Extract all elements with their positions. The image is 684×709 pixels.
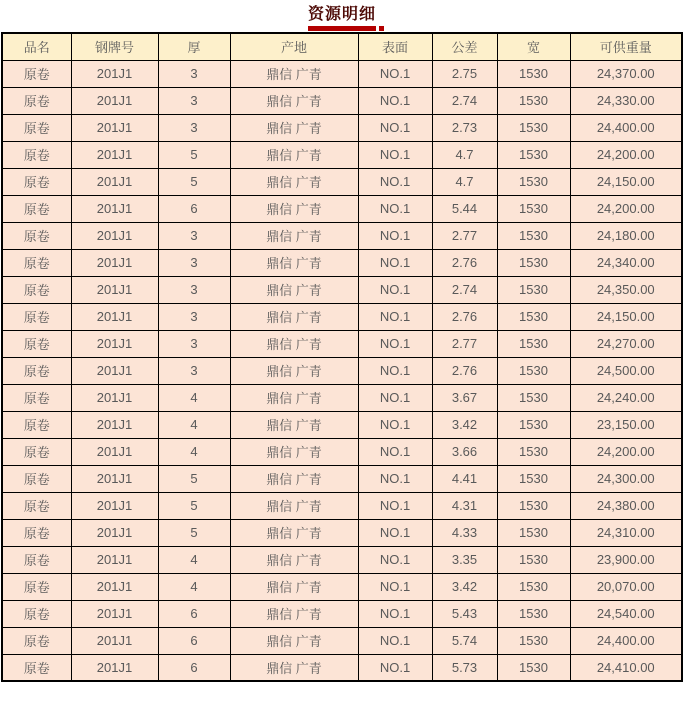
cell-chandi: 鼎信 广青	[230, 168, 358, 195]
cell-kuan: 1530	[497, 195, 570, 222]
cell-chandi: 鼎信 广青	[230, 195, 358, 222]
cell-gangpaihao: 201J1	[71, 465, 158, 492]
cell-gongcha: 3.66	[432, 438, 497, 465]
cell-gangpaihao: 201J1	[71, 330, 158, 357]
cell-pinming: 原卷	[2, 600, 71, 627]
cell-kuan: 1530	[497, 330, 570, 357]
cell-biaomian: NO.1	[358, 465, 432, 492]
cell-kegongzhongliang: 24,370.00	[570, 60, 682, 87]
cell-hou: 4	[158, 546, 230, 573]
cell-biaomian: NO.1	[358, 303, 432, 330]
cell-gangpaihao: 201J1	[71, 573, 158, 600]
table-row	[2, 654, 682, 681]
column-header-hou: 厚	[158, 33, 230, 60]
table-row	[2, 438, 682, 465]
cell-chandi: 鼎信 广青	[230, 411, 358, 438]
cell-gangpaihao: 201J1	[71, 492, 158, 519]
cell-kegongzhongliang: 24,350.00	[570, 276, 682, 303]
cell-kuan: 1530	[497, 276, 570, 303]
cell-gangpaihao: 201J1	[71, 276, 158, 303]
cell-pinming: 原卷	[2, 384, 71, 411]
column-header-gongcha: 公差	[432, 33, 497, 60]
cell-pinming: 原卷	[2, 627, 71, 654]
table-row	[2, 87, 682, 114]
cell-pinming: 原卷	[2, 438, 71, 465]
cell-biaomian: NO.1	[358, 357, 432, 384]
cell-hou: 4	[158, 573, 230, 600]
cell-hou: 6	[158, 654, 230, 681]
cell-chandi: 鼎信 广青	[230, 546, 358, 573]
cell-gongcha: 2.75	[432, 60, 497, 87]
table-row	[2, 627, 682, 654]
cell-hou: 3	[158, 87, 230, 114]
cell-gongcha: 3.67	[432, 384, 497, 411]
cell-gongcha: 2.76	[432, 357, 497, 384]
cell-gongcha: 4.7	[432, 141, 497, 168]
table-row	[2, 303, 682, 330]
table-row	[2, 249, 682, 276]
cell-kuan: 1530	[497, 600, 570, 627]
cell-pinming: 原卷	[2, 330, 71, 357]
cell-gongcha: 3.35	[432, 546, 497, 573]
cell-gangpaihao: 201J1	[71, 87, 158, 114]
cell-hou: 3	[158, 222, 230, 249]
page-title: 资源明细	[307, 6, 376, 23]
cell-chandi: 鼎信 广青	[230, 222, 358, 249]
cell-gangpaihao: 201J1	[71, 411, 158, 438]
table-row	[2, 141, 682, 168]
cell-kuan: 1530	[497, 357, 570, 384]
cell-gongcha: 2.73	[432, 114, 497, 141]
cell-gongcha: 4.7	[432, 168, 497, 195]
cell-pinming: 原卷	[2, 249, 71, 276]
cell-chandi: 鼎信 广青	[230, 492, 358, 519]
cell-gongcha: 5.43	[432, 600, 497, 627]
cell-chandi: 鼎信 广青	[230, 384, 358, 411]
cell-gongcha: 2.74	[432, 87, 497, 114]
cell-kegongzhongliang: 24,200.00	[570, 141, 682, 168]
cell-kuan: 1530	[497, 438, 570, 465]
cell-kegongzhongliang: 24,330.00	[570, 87, 682, 114]
title-block	[308, 6, 376, 31]
cell-pinming: 原卷	[2, 222, 71, 249]
cell-chandi: 鼎信 广青	[230, 249, 358, 276]
cell-kegongzhongliang: 24,270.00	[570, 330, 682, 357]
cell-gongcha: 2.77	[432, 330, 497, 357]
title-area	[0, 0, 684, 32]
cell-chandi: 鼎信 广青	[230, 114, 358, 141]
cell-hou: 5	[158, 141, 230, 168]
column-header-biaomian: 表面	[358, 33, 432, 60]
cell-kegongzhongliang: 24,150.00	[570, 168, 682, 195]
header-row	[2, 33, 682, 60]
cell-pinming: 原卷	[2, 276, 71, 303]
cell-hou: 4	[158, 438, 230, 465]
cell-kuan: 1530	[497, 222, 570, 249]
table-row	[2, 411, 682, 438]
cell-kegongzhongliang: 24,200.00	[570, 195, 682, 222]
cell-kuan: 1530	[497, 627, 570, 654]
cell-chandi: 鼎信 广青	[230, 60, 358, 87]
cell-pinming: 原卷	[2, 195, 71, 222]
column-header-chandi: 产地	[230, 33, 358, 60]
cell-biaomian: NO.1	[358, 411, 432, 438]
cell-pinming: 原卷	[2, 519, 71, 546]
cell-gangpaihao: 201J1	[71, 546, 158, 573]
cell-hou: 6	[158, 195, 230, 222]
cell-pinming: 原卷	[2, 114, 71, 141]
cell-kegongzhongliang: 24,410.00	[570, 654, 682, 681]
cell-hou: 3	[158, 114, 230, 141]
table-row	[2, 222, 682, 249]
cell-gangpaihao: 201J1	[71, 384, 158, 411]
table-row	[2, 519, 682, 546]
cell-gangpaihao: 201J1	[71, 60, 158, 87]
cell-gangpaihao: 201J1	[71, 654, 158, 681]
cell-biaomian: NO.1	[358, 330, 432, 357]
cell-hou: 6	[158, 600, 230, 627]
cell-kegongzhongliang: 24,500.00	[570, 357, 682, 384]
cell-gongcha: 4.33	[432, 519, 497, 546]
cell-kuan: 1530	[497, 249, 570, 276]
cell-kegongzhongliang: 24,150.00	[570, 303, 682, 330]
cell-biaomian: NO.1	[358, 249, 432, 276]
cell-biaomian: NO.1	[358, 222, 432, 249]
cell-hou: 6	[158, 627, 230, 654]
cell-hou: 5	[158, 465, 230, 492]
cell-kuan: 1530	[497, 384, 570, 411]
cell-kuan: 1530	[497, 573, 570, 600]
cell-kegongzhongliang: 23,150.00	[570, 411, 682, 438]
cell-kegongzhongliang: 24,400.00	[570, 114, 682, 141]
cell-kuan: 1530	[497, 114, 570, 141]
cell-gongcha: 4.41	[432, 465, 497, 492]
cell-gangpaihao: 201J1	[71, 114, 158, 141]
cell-biaomian: NO.1	[358, 195, 432, 222]
table-row	[2, 384, 682, 411]
cell-kuan: 1530	[497, 168, 570, 195]
cell-kuan: 1530	[497, 411, 570, 438]
cell-gangpaihao: 201J1	[71, 438, 158, 465]
cell-chandi: 鼎信 广青	[230, 654, 358, 681]
table-row	[2, 600, 682, 627]
cell-chandi: 鼎信 广青	[230, 276, 358, 303]
cell-biaomian: NO.1	[358, 519, 432, 546]
cell-kegongzhongliang: 24,540.00	[570, 600, 682, 627]
cell-gangpaihao: 201J1	[71, 600, 158, 627]
cell-gangpaihao: 201J1	[71, 195, 158, 222]
cell-pinming: 原卷	[2, 654, 71, 681]
cell-gongcha: 5.74	[432, 627, 497, 654]
cell-gangpaihao: 201J1	[71, 519, 158, 546]
cell-kegongzhongliang: 20,070.00	[570, 573, 682, 600]
cell-gongcha: 2.76	[432, 303, 497, 330]
cell-gangpaihao: 201J1	[71, 357, 158, 384]
cell-biaomian: NO.1	[358, 384, 432, 411]
cell-kegongzhongliang: 24,300.00	[570, 465, 682, 492]
column-header-kegongzhongliang: 可供重量	[570, 33, 682, 60]
cell-biaomian: NO.1	[358, 114, 432, 141]
cell-hou: 3	[158, 303, 230, 330]
cell-kegongzhongliang: 24,400.00	[570, 627, 682, 654]
cell-pinming: 原卷	[2, 465, 71, 492]
cell-biaomian: NO.1	[358, 87, 432, 114]
table-row	[2, 114, 682, 141]
cell-kuan: 1530	[497, 87, 570, 114]
title-underline-bar	[308, 26, 376, 31]
cell-biaomian: NO.1	[358, 60, 432, 87]
cell-kuan: 1530	[497, 465, 570, 492]
table-body	[2, 60, 682, 681]
cell-gongcha: 5.44	[432, 195, 497, 222]
cell-gangpaihao: 201J1	[71, 249, 158, 276]
cell-gongcha: 3.42	[432, 411, 497, 438]
cell-biaomian: NO.1	[358, 600, 432, 627]
column-header-pinming: 品名	[2, 33, 71, 60]
cell-chandi: 鼎信 广青	[230, 627, 358, 654]
cell-biaomian: NO.1	[358, 438, 432, 465]
resource-table	[1, 32, 683, 682]
cell-pinming: 原卷	[2, 546, 71, 573]
cell-chandi: 鼎信 广青	[230, 357, 358, 384]
cell-biaomian: NO.1	[358, 141, 432, 168]
table-row	[2, 573, 682, 600]
cell-gongcha: 2.77	[432, 222, 497, 249]
table-row	[2, 168, 682, 195]
cell-biaomian: NO.1	[358, 654, 432, 681]
cell-biaomian: NO.1	[358, 573, 432, 600]
column-header-gangpaihao: 钢牌号	[71, 33, 158, 60]
cell-biaomian: NO.1	[358, 168, 432, 195]
table-row	[2, 276, 682, 303]
cell-gangpaihao: 201J1	[71, 303, 158, 330]
cell-pinming: 原卷	[2, 411, 71, 438]
cell-kegongzhongliang: 23,900.00	[570, 546, 682, 573]
cell-chandi: 鼎信 广青	[230, 87, 358, 114]
cell-pinming: 原卷	[2, 87, 71, 114]
cell-gangpaihao: 201J1	[71, 222, 158, 249]
table-row	[2, 492, 682, 519]
cell-gangpaihao: 201J1	[71, 627, 158, 654]
cell-pinming: 原卷	[2, 60, 71, 87]
cell-hou: 4	[158, 384, 230, 411]
cell-chandi: 鼎信 广青	[230, 600, 358, 627]
table-row	[2, 330, 682, 357]
cell-chandi: 鼎信 广青	[230, 141, 358, 168]
cell-kegongzhongliang: 24,380.00	[570, 492, 682, 519]
cell-hou: 4	[158, 411, 230, 438]
cell-pinming: 原卷	[2, 357, 71, 384]
cell-gangpaihao: 201J1	[71, 141, 158, 168]
cell-hou: 5	[158, 519, 230, 546]
cell-kegongzhongliang: 24,180.00	[570, 222, 682, 249]
column-header-kuan: 宽	[497, 33, 570, 60]
cell-kuan: 1530	[497, 492, 570, 519]
cell-chandi: 鼎信 广青	[230, 303, 358, 330]
cell-gongcha: 2.76	[432, 249, 497, 276]
title-underline	[308, 26, 376, 31]
cell-pinming: 原卷	[2, 573, 71, 600]
cell-hou: 3	[158, 60, 230, 87]
table-row	[2, 357, 682, 384]
cell-pinming: 原卷	[2, 141, 71, 168]
cell-kuan: 1530	[497, 60, 570, 87]
cell-kuan: 1530	[497, 546, 570, 573]
table-row	[2, 195, 682, 222]
cell-biaomian: NO.1	[358, 276, 432, 303]
table-row	[2, 465, 682, 492]
cell-kegongzhongliang: 24,200.00	[570, 438, 682, 465]
cell-hou: 3	[158, 249, 230, 276]
cell-kegongzhongliang: 24,240.00	[570, 384, 682, 411]
cell-pinming: 原卷	[2, 492, 71, 519]
cell-pinming: 原卷	[2, 168, 71, 195]
cell-kuan: 1530	[497, 303, 570, 330]
cell-pinming: 原卷	[2, 303, 71, 330]
cell-chandi: 鼎信 广青	[230, 519, 358, 546]
cell-hou: 3	[158, 330, 230, 357]
cell-gangpaihao: 201J1	[71, 168, 158, 195]
cell-kegongzhongliang: 24,340.00	[570, 249, 682, 276]
table-row	[2, 546, 682, 573]
cell-hou: 3	[158, 357, 230, 384]
cell-biaomian: NO.1	[358, 492, 432, 519]
table-row	[2, 60, 682, 87]
cell-chandi: 鼎信 广青	[230, 573, 358, 600]
cell-gongcha: 3.42	[432, 573, 497, 600]
cell-kegongzhongliang: 24,310.00	[570, 519, 682, 546]
cell-hou: 5	[158, 492, 230, 519]
cell-gongcha: 5.73	[432, 654, 497, 681]
cell-kuan: 1530	[497, 654, 570, 681]
cell-chandi: 鼎信 广青	[230, 465, 358, 492]
cell-biaomian: NO.1	[358, 627, 432, 654]
cell-hou: 5	[158, 168, 230, 195]
cell-hou: 3	[158, 276, 230, 303]
title-underline-dot	[379, 26, 384, 31]
cell-gongcha: 4.31	[432, 492, 497, 519]
cell-kuan: 1530	[497, 519, 570, 546]
cell-kuan: 1530	[497, 141, 570, 168]
cell-chandi: 鼎信 广青	[230, 438, 358, 465]
cell-chandi: 鼎信 广青	[230, 330, 358, 357]
cell-gongcha: 2.74	[432, 276, 497, 303]
cell-biaomian: NO.1	[358, 546, 432, 573]
